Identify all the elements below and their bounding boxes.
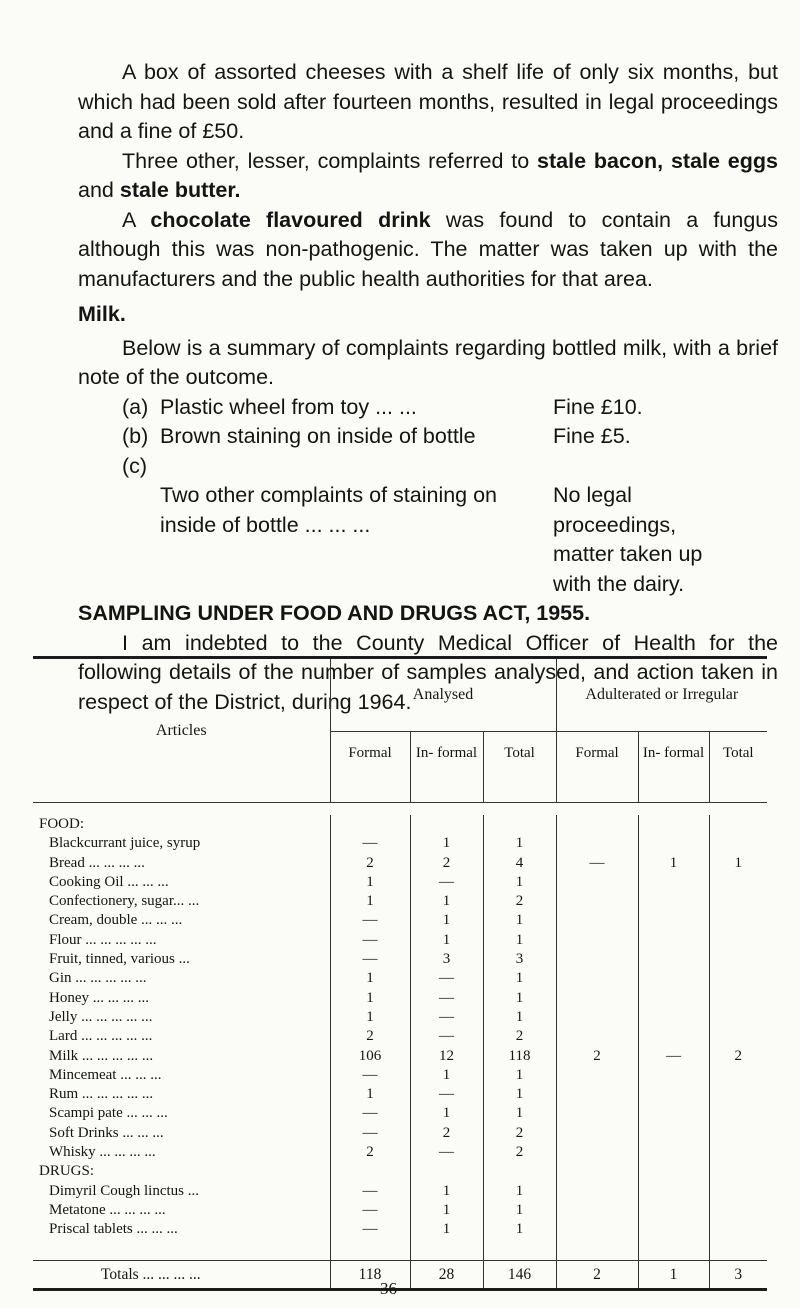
food-row bbox=[33, 969, 767, 988]
article-cell: Scampi pate ... ... ... bbox=[49, 1105, 168, 1122]
outcome-text: Plastic wheel from toy ... ... bbox=[160, 394, 417, 419]
count-cell-a-formal: — bbox=[330, 931, 410, 950]
header-analysed: Analysed bbox=[330, 659, 556, 732]
spacer-row bbox=[33, 1240, 767, 1261]
count-cell-a-formal: — bbox=[330, 1066, 410, 1085]
milk-heading: Milk. bbox=[78, 302, 126, 326]
food-row bbox=[33, 1104, 767, 1123]
section-drugs-row bbox=[33, 1162, 767, 1181]
count-cell-a-total: 1 bbox=[483, 989, 556, 1008]
count-cell-i-formal bbox=[556, 1124, 638, 1143]
count-cell-i-total bbox=[709, 989, 767, 1008]
count-cell-i-total bbox=[709, 1008, 767, 1027]
count-cell-i-informal: 1 bbox=[638, 854, 709, 873]
count-cell-a-total: 1 bbox=[483, 1201, 556, 1220]
count-cell-a-informal: 1 bbox=[410, 911, 483, 930]
count-cell-a-total: 1 bbox=[483, 1104, 556, 1123]
count-cell-a-formal: — bbox=[330, 1220, 410, 1239]
count-cell-a-total: 1 bbox=[483, 873, 556, 892]
count-cell-i-formal bbox=[556, 1182, 638, 1201]
count-cell-a-total: 1 bbox=[483, 969, 556, 988]
article-cell: Gin ... ... ... ... ... bbox=[49, 970, 147, 987]
article-cell: Milk ... ... ... ... ... bbox=[49, 1047, 154, 1064]
count-cell-a-total: 4 bbox=[483, 854, 556, 873]
samples-table bbox=[33, 659, 767, 1289]
count-cell-a-formal: — bbox=[330, 950, 410, 969]
outcome-label: (a) bbox=[122, 394, 149, 419]
count-cell-i-total bbox=[709, 1201, 767, 1220]
stale-butter-text: stale butter. bbox=[119, 178, 241, 202]
count-cell-a-informal: 1 bbox=[410, 1104, 483, 1123]
article-cell: Honey ... ... ... ... bbox=[49, 989, 149, 1006]
food-row bbox=[33, 1066, 767, 1085]
count-cell-i-total: 1 bbox=[709, 854, 767, 873]
cheese-paragraph: A box of assorted cheeses with a shelf life of only six months, but which had been sold after fourteen months, resulted in legal proceedings and a fine of £50. bbox=[78, 60, 778, 143]
chocolate-drink-paragraph bbox=[78, 206, 778, 295]
count-cell-a-formal: — bbox=[330, 1104, 410, 1123]
article-cell: Rum ... ... ... ... ... bbox=[49, 1086, 154, 1103]
chocolate-intro-text: A bbox=[122, 207, 151, 232]
count-cell-a-total: 3 bbox=[483, 950, 556, 969]
count-cell-i-formal: — bbox=[556, 854, 638, 873]
count-cell-a-total: 2 bbox=[483, 1143, 556, 1162]
count-cell-i-informal bbox=[638, 834, 709, 853]
stale-items-paragraph bbox=[78, 147, 778, 206]
count-cell-a-total: 2 bbox=[483, 1027, 556, 1046]
count-cell-a-total: 1 bbox=[483, 1182, 556, 1201]
count-cell-a-informal: 2 bbox=[410, 1124, 483, 1143]
outcome-result: No legal proceedings, matter taken up with the dairy. bbox=[553, 483, 703, 596]
count-cell-i-informal bbox=[638, 950, 709, 969]
header-analysed-informal: In- formal bbox=[410, 732, 483, 803]
article-cell: Confectionery, sugar... ... bbox=[49, 893, 200, 910]
count-cell-i-informal bbox=[638, 1066, 709, 1085]
stale-bacon-eggs-text: stale bacon, stale eggs bbox=[537, 148, 778, 173]
table-bottom-rule bbox=[33, 1288, 767, 1291]
count-cell-i-total: 3 bbox=[709, 1260, 767, 1289]
stale-intro-text: Three other, lesser, complaints referred to bbox=[122, 148, 538, 173]
count-cell-a-informal: — bbox=[410, 1143, 483, 1162]
count-cell-i-formal bbox=[556, 892, 638, 911]
count-cell-i-informal bbox=[638, 911, 709, 930]
count-cell-a-informal: — bbox=[410, 989, 483, 1008]
count-cell-i-formal: 2 bbox=[556, 1047, 638, 1066]
count-cell-a-informal: 1 bbox=[410, 834, 483, 853]
count-cell-i-total bbox=[709, 1220, 767, 1239]
count-cell-i-formal bbox=[556, 911, 638, 930]
food-row bbox=[33, 854, 767, 873]
count-cell-i-formal bbox=[556, 1220, 638, 1239]
drug-row bbox=[33, 1182, 767, 1201]
section-food-label: FOOD: bbox=[39, 816, 85, 832]
count-cell-a-informal: 1 bbox=[410, 1201, 483, 1220]
article-cell: Flour ... ... ... ... ... bbox=[49, 931, 157, 948]
count-cell-i-informal bbox=[638, 1104, 709, 1123]
count-cell-i-total bbox=[709, 911, 767, 930]
count-cell-a-formal: 1 bbox=[330, 873, 410, 892]
article-cell: Fruit, tinned, various ... bbox=[49, 951, 190, 968]
count-cell-a-informal: — bbox=[410, 969, 483, 988]
count-cell-i-informal bbox=[638, 1143, 709, 1162]
count-cell-i-informal bbox=[638, 1201, 709, 1220]
count-cell-i-informal bbox=[638, 1085, 709, 1104]
article-cell: Cream, double ... ... ... bbox=[49, 912, 183, 929]
count-cell-i-informal bbox=[638, 1124, 709, 1143]
article-cell: Metatone ... ... ... ... bbox=[49, 1201, 166, 1218]
outcome-label: (c) bbox=[122, 453, 148, 478]
section-food-row bbox=[33, 815, 767, 834]
count-cell-i-formal bbox=[556, 1143, 638, 1162]
count-cell-i-informal bbox=[638, 873, 709, 892]
food-row bbox=[33, 911, 767, 930]
count-cell-i-total bbox=[709, 1085, 767, 1104]
count-cell-a-informal: 2 bbox=[410, 854, 483, 873]
milk-outcomes-list bbox=[78, 393, 778, 600]
samples-table-wrap bbox=[33, 656, 767, 1291]
count-cell-a-formal: — bbox=[330, 1124, 410, 1143]
count-cell-i-formal bbox=[556, 950, 638, 969]
count-cell-a-total: 1 bbox=[483, 834, 556, 853]
count-cell-a-total: 2 bbox=[483, 892, 556, 911]
count-cell-a-informal: 1 bbox=[410, 931, 483, 950]
count-cell-a-informal: — bbox=[410, 873, 483, 892]
header-irregular-total: Total bbox=[709, 732, 767, 803]
count-cell-a-total: 118 bbox=[483, 1047, 556, 1066]
article-cell: Mincemeat ... ... ... bbox=[49, 1066, 162, 1083]
article-cell: Lard ... ... ... ... ... bbox=[49, 1028, 153, 1045]
food-row bbox=[33, 1143, 767, 1162]
outcome-text: Brown staining on inside of bottle bbox=[160, 424, 476, 448]
count-cell-i-informal bbox=[638, 1182, 709, 1201]
count-cell-a-total: 1 bbox=[483, 1066, 556, 1085]
count-cell-a-informal: 1 bbox=[410, 892, 483, 911]
count-cell-i-informal bbox=[638, 1008, 709, 1027]
count-cell-i-total bbox=[709, 950, 767, 969]
page-number: 36 bbox=[380, 1279, 397, 1298]
count-cell-i-formal bbox=[556, 873, 638, 892]
article-cell: Whisky ... ... ... ... bbox=[49, 1144, 156, 1161]
article-cell: Blackcurrant juice, syrup bbox=[49, 835, 201, 852]
section-drugs-label: DRUGS: bbox=[39, 1163, 95, 1180]
count-cell-i-formal: 2 bbox=[556, 1260, 638, 1289]
article-cell: Cooking Oil ... ... ... bbox=[49, 873, 169, 890]
count-cell-a-formal: 2 bbox=[330, 1143, 410, 1162]
header-irregular-informal: In- formal bbox=[638, 732, 709, 803]
food-row bbox=[33, 989, 767, 1008]
milk-outcome-a bbox=[78, 393, 778, 423]
spacer-row bbox=[33, 803, 767, 816]
count-cell-a-total: 1 bbox=[483, 1085, 556, 1104]
drug-row bbox=[33, 1220, 767, 1239]
count-cell-a-formal: 118 bbox=[330, 1260, 410, 1289]
outcome-result: Fine £5. bbox=[553, 424, 631, 448]
header-articles: Articles bbox=[33, 659, 330, 803]
count-cell-a-informal: 1 bbox=[410, 1182, 483, 1201]
article-cell: Dimyril Cough linctus ... bbox=[49, 1182, 199, 1199]
food-row bbox=[33, 834, 767, 853]
count-cell-a-formal: 1 bbox=[330, 969, 410, 988]
header-irregular-formal: Formal bbox=[556, 732, 638, 803]
count-cell-i-total bbox=[709, 873, 767, 892]
totals-row bbox=[33, 1260, 767, 1289]
count-cell-i-informal bbox=[638, 969, 709, 988]
count-cell-i-formal bbox=[556, 969, 638, 988]
article-cell: Jelly ... ... ... ... ... bbox=[49, 1008, 153, 1025]
count-cell-a-formal: 106 bbox=[330, 1047, 410, 1066]
samples-table-body bbox=[33, 803, 767, 1289]
milk-outcome-c bbox=[78, 452, 778, 600]
food-row bbox=[33, 873, 767, 892]
count-cell-i-total bbox=[709, 834, 767, 853]
drug-row bbox=[33, 1201, 767, 1220]
count-cell-i-total bbox=[709, 1027, 767, 1046]
header-adulterated: Adulterated or Irregular bbox=[556, 659, 767, 732]
count-cell-i-formal bbox=[556, 834, 638, 853]
count-cell-a-informal: — bbox=[410, 1008, 483, 1027]
count-cell-a-informal: 3 bbox=[410, 950, 483, 969]
count-cell-i-formal bbox=[556, 931, 638, 950]
milk-summary: Below is a summary of complaints regarding bottled milk, with a brief note of the outcome. bbox=[78, 335, 778, 389]
count-cell-i-informal bbox=[638, 989, 709, 1008]
count-cell-a-informal: 28 bbox=[410, 1260, 483, 1289]
count-cell-a-formal: 2 bbox=[330, 854, 410, 873]
count-cell-i-total bbox=[709, 1182, 767, 1201]
milk-outcome-b bbox=[78, 422, 778, 452]
food-row bbox=[33, 892, 767, 911]
count-cell-i-informal: 1 bbox=[638, 1260, 709, 1289]
sampling-paragraph: I am indebted to the County Medical Officer of Health for the following details of the number of samples analysed, and action taken in respect of the District, during 1964. bbox=[78, 630, 778, 714]
count-cell-i-total bbox=[709, 1104, 767, 1123]
food-row bbox=[33, 1008, 767, 1027]
count-cell-a-formal: — bbox=[330, 1182, 410, 1201]
count-cell-a-total: 146 bbox=[483, 1260, 556, 1289]
count-cell-i-informal: — bbox=[638, 1047, 709, 1066]
count-cell-i-formal bbox=[556, 989, 638, 1008]
count-cell-a-formal: 1 bbox=[330, 989, 410, 1008]
count-cell-i-total: 2 bbox=[709, 1047, 767, 1066]
count-cell-a-informal: — bbox=[410, 1027, 483, 1046]
header-analysed-total: Total bbox=[483, 732, 556, 803]
count-cell-i-informal bbox=[638, 892, 709, 911]
outcome-text: Two other complaints of staining on inside of bottle ... ... ... bbox=[160, 483, 498, 537]
count-cell-i-total bbox=[709, 1066, 767, 1085]
count-cell-i-total bbox=[709, 892, 767, 911]
count-cell-a-informal: — bbox=[410, 1085, 483, 1104]
report-text bbox=[78, 58, 778, 717]
count-cell-a-total: 1 bbox=[483, 931, 556, 950]
count-cell-a-formal: 1 bbox=[330, 1085, 410, 1104]
count-cell-a-total: 1 bbox=[483, 1008, 556, 1027]
count-cell-a-informal: 1 bbox=[410, 1066, 483, 1085]
count-cell-i-total bbox=[709, 1143, 767, 1162]
count-cell-i-formal bbox=[556, 1027, 638, 1046]
count-cell-a-formal: — bbox=[330, 1201, 410, 1220]
food-row bbox=[33, 1085, 767, 1104]
count-cell-a-formal: — bbox=[330, 911, 410, 930]
outcome-result: Fine £10. bbox=[553, 394, 643, 419]
article-cell: Priscal tablets ... ... ... bbox=[49, 1221, 178, 1238]
article-cell: Soft Drinks ... ... ... bbox=[49, 1124, 164, 1141]
count-cell-i-total bbox=[709, 969, 767, 988]
count-cell-a-formal: 1 bbox=[330, 892, 410, 911]
count-cell-a-total: 1 bbox=[483, 1220, 556, 1239]
count-cell-a-formal: 2 bbox=[330, 1027, 410, 1046]
count-cell-i-formal bbox=[556, 1066, 638, 1085]
count-cell-i-total bbox=[709, 931, 767, 950]
count-cell-a-total: 2 bbox=[483, 1124, 556, 1143]
chocolate-rest-text: was found to contain a fungus although this was non-pathogenic. The matter was taken up with the manufacturers and the public health authorities for that area. bbox=[78, 207, 778, 291]
count-cell-a-informal: 1 bbox=[410, 1220, 483, 1239]
count-cell-a-total: 1 bbox=[483, 911, 556, 930]
food-row bbox=[33, 1124, 767, 1143]
sampling-heading: SAMPLING UNDER FOOD AND DRUGS ACT, 1955. bbox=[78, 601, 591, 625]
count-cell-i-formal bbox=[556, 1008, 638, 1027]
article-cell: Bread ... ... ... ... bbox=[49, 854, 145, 871]
count-cell-i-informal bbox=[638, 1027, 709, 1046]
food-row bbox=[33, 1027, 767, 1046]
chocolate-drink-text: chocolate flavoured drink bbox=[150, 207, 431, 232]
header-analysed-formal: Formal bbox=[330, 732, 410, 803]
count-cell-a-informal: 12 bbox=[410, 1047, 483, 1066]
count-cell-a-formal: — bbox=[330, 834, 410, 853]
count-cell-i-formal bbox=[556, 1104, 638, 1123]
count-cell-i-formal bbox=[556, 1085, 638, 1104]
outcome-label: (b) bbox=[122, 424, 149, 448]
count-cell-a-formal: 1 bbox=[330, 1008, 410, 1027]
count-cell-i-informal bbox=[638, 931, 709, 950]
count-cell-i-informal bbox=[638, 1220, 709, 1239]
count-cell-i-formal bbox=[556, 1201, 638, 1220]
food-row bbox=[33, 931, 767, 950]
stale-and-text: and bbox=[78, 178, 120, 202]
food-row bbox=[33, 950, 767, 969]
article-cell: Totals ... ... ... ... bbox=[33, 1260, 330, 1289]
food-row bbox=[33, 1047, 767, 1066]
count-cell-i-total bbox=[709, 1124, 767, 1143]
